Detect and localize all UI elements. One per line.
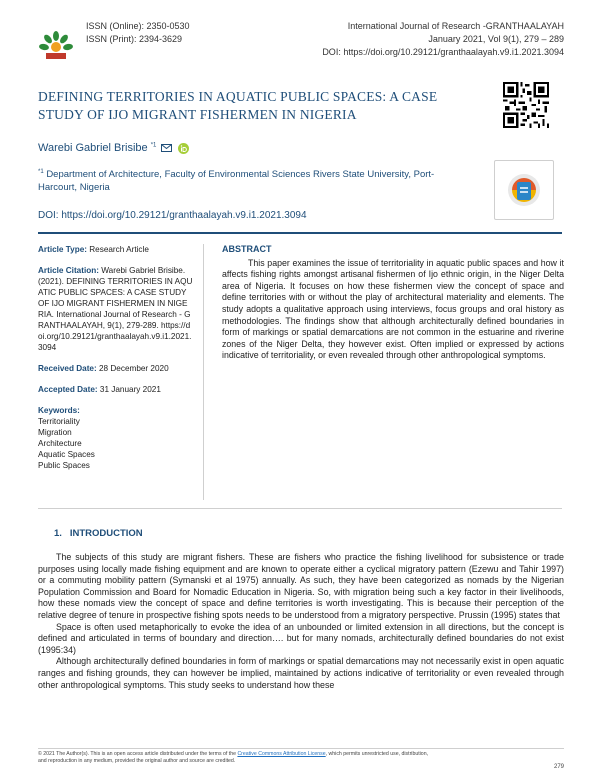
- abstract: [222, 244, 564, 362]
- received-date: [38, 363, 193, 374]
- introduction-body: [38, 552, 564, 691]
- accepted-value: 31 January 2021: [99, 385, 161, 394]
- crossmark-badge[interactable]: [494, 160, 554, 220]
- footer-divider: [38, 748, 564, 749]
- abstract-text: This paper examines the issue of territoriality in aquatic public spaces and how it affects fishing rights amongst artisanal fishermen of Ijo ethnic origin, in the Niger Delta area of Nigeria. It focuses on how these fishermen view the concept of space and define territories with or without the play of architectural materiality and elements. The study adopts a qualitative approach using interviews, focus groups and oral history as methodologies. The findings show that although architecturally defined boundaries in form of markings or spatial demarcations are not common in the estuarine and riverine zones of the Niger Delta, they however exist. Often implied or expressed by actions indicative of territoriality, or even revealed through other anthropological symptoms.: [222, 257, 564, 361]
- footer-line-2: and reproduction in any medium, provided the original author and source are credited.: [38, 758, 236, 764]
- article-type: [38, 244, 193, 255]
- keyword-item: Territoriality: [38, 417, 80, 426]
- article-citation: [38, 265, 193, 353]
- journal-name: International Journal of Research -GRANTHAALAYAH: [347, 21, 564, 31]
- intro-paragraph: The subjects of this study are migrant fishers. These are fishers who practice the fishing livelihood for subsistence or trade purposes using locally made fishing equipment and are known to operate either a cyclical migratory pattern (Ezewu and Tahir 1997) or a commuting mobility pattern (Symanski et al 1975) annually. As such, they have been categorized as nomads by the Nigerian Population Commission and Board for Nomadic Education in Nigeria. So, with migration being such a key factor in their livelihoods, how these nomads view the concept of space and define territories is worth investigating. This is because their perception of the relative degree of tenure in prospective fishing spots needs to be understood from a migratory perspective. Prussin (1995) states that: [38, 552, 564, 620]
- column-divider: [203, 244, 204, 500]
- header-doi-link[interactable]: DOI: https://doi.org/10.29121/granthaalayah.v9.i1.2021.3094: [322, 47, 564, 57]
- keyword-item: Aquatic Spaces: [38, 450, 95, 459]
- journal-logo-icon: [38, 30, 74, 62]
- copyright-text: © 2021 The Author(s). This is an open access article distributed under the terms of the: [38, 751, 236, 757]
- author-affiliation: [38, 166, 458, 194]
- intro-paragraph: Although architecturally defined boundaries in form of markings or spatial demarcations may not necessarily exist in open aquatic ranges and fishing grounds, they can however be implied, maintained by actions indicative of territoriality or even revealed through other anthropological symptoms. This study seeks to understand how these: [38, 656, 564, 690]
- author-name: Warebi Gabriel Brisibe: [38, 142, 148, 154]
- header-divider: [38, 232, 562, 234]
- qr-code-icon: [503, 82, 549, 128]
- journal-issue: January 2021, Vol 9(1), 279 – 289: [428, 34, 564, 44]
- keyword-item: Migration: [38, 428, 72, 437]
- license-link[interactable]: Creative Commons Attribution License: [237, 751, 326, 757]
- issn-online: ISSN (Online): 2350-0530: [86, 21, 190, 31]
- author-affil-marker: *1: [150, 142, 157, 149]
- keyword-item: Architecture: [38, 439, 82, 448]
- doi-link[interactable]: DOI: https://doi.org/10.29121/granthaalayah.v9.i1.2021.3094: [38, 210, 307, 221]
- issn-block: [86, 20, 190, 46]
- received-value: 28 December 2020: [99, 364, 169, 373]
- introduction-heading: 1. INTRODUCTION: [54, 528, 143, 539]
- article-type-label: Article Type:: [38, 245, 87, 254]
- footer-license: [38, 751, 564, 765]
- citation-value: Warebi Gabriel Brisibe. (2021). DEFINING TERRITORIES IN AQUATIC PUBLIC SPACES: A CASE STUDY OF IJO MIGRANT FISHERMEN IN NIGERIA. International Journal of Research - GRANTHAALAYAH, 9(1), 279-289. https://doi.org/10.29121/granthaalayah.v9.i1.2021.3094: [38, 266, 193, 352]
- section-divider: [38, 508, 562, 509]
- journal-info: [322, 20, 564, 59]
- license-rest: , which permits unrestricted use, distribution,: [325, 751, 429, 757]
- issn-print: ISSN (Print): 2394-3629: [86, 34, 183, 44]
- page-number: 279: [553, 764, 564, 770]
- article-meta: [38, 244, 193, 481]
- intro-quote: Space is often used metaphorically to evoke the idea of an unbounded or limited extension in all directions, but the concept is defined and articulated in terms of boundary and direction…. but for many nomads, architecturally defined boundaries do not exist (1995:34): [38, 621, 564, 655]
- footer-line-1: [38, 751, 564, 758]
- keywords: [38, 405, 193, 471]
- keywords-label: Keywords:: [38, 406, 80, 415]
- crossmark-icon: [495, 161, 553, 219]
- article-type-value: Research Article: [89, 245, 149, 254]
- received-label: Received Date:: [38, 364, 97, 373]
- accepted-date: [38, 384, 193, 395]
- affiliation-marker: *1: [38, 169, 44, 175]
- mail-icon[interactable]: [161, 144, 172, 152]
- author-line: [38, 142, 189, 154]
- keyword-item: Public Spaces: [38, 461, 90, 470]
- paper-title: DEFINING TERRITORIES IN AQUATIC PUBLIC SPACES: A CASE STUDY OF IJO MIGRANT FISHERMEN IN NIGERIA: [38, 89, 438, 122]
- abstract-heading: ABSTRACT: [222, 244, 272, 254]
- accepted-label: Accepted Date:: [38, 385, 98, 394]
- affiliation-text: Department of Architecture, Faculty of Environmental Sciences Rivers State University, Port-Harcourt, Nigeria: [38, 169, 435, 194]
- orcid-icon[interactable]: [178, 143, 189, 154]
- citation-label: Article Citation:: [38, 266, 99, 275]
